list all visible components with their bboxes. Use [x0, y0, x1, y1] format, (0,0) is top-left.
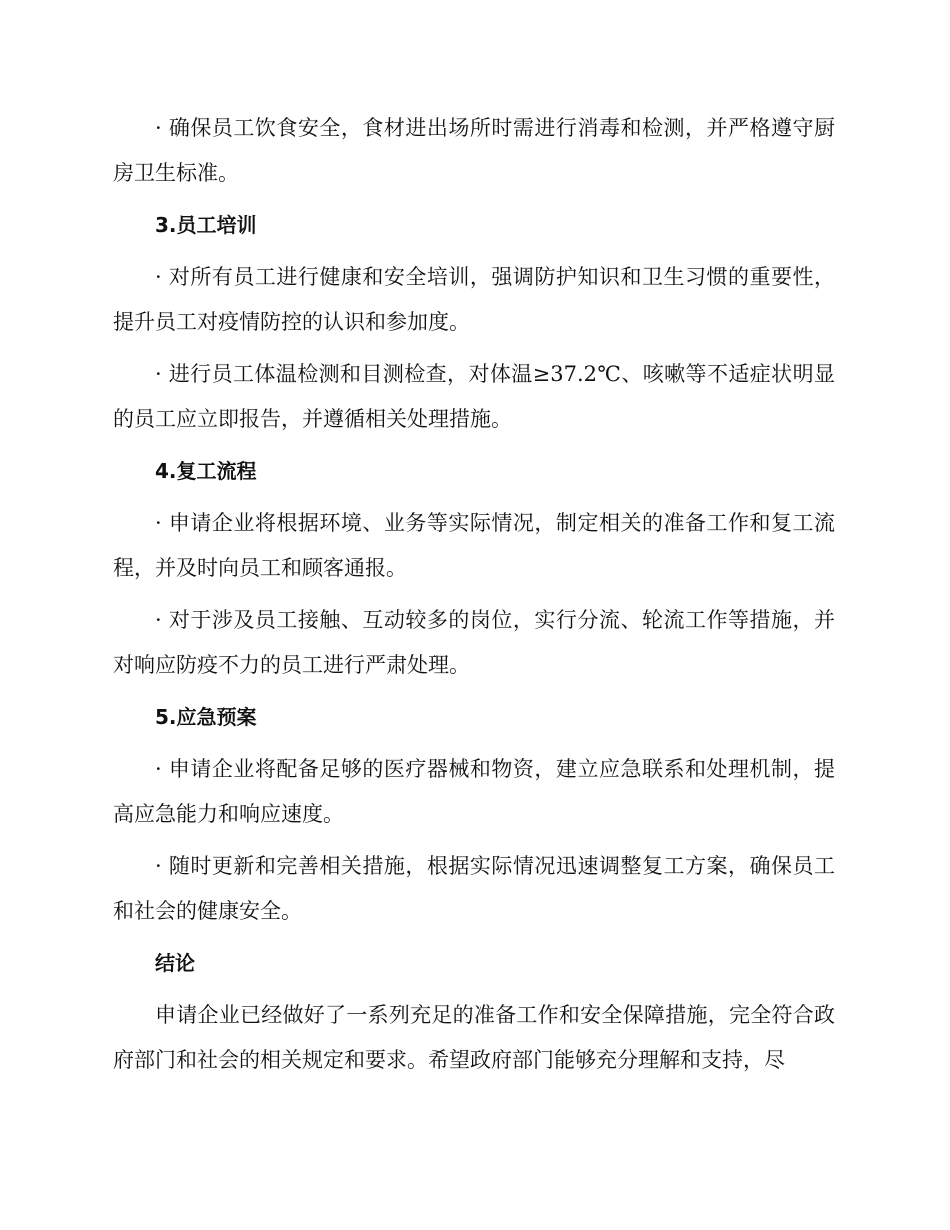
paragraph-medical-supplies: · 申请企业将配备足够的医疗器械和物资，建立应急联系和处理机制，提高应急能力和响应速度。	[113, 757, 835, 826]
paragraph-temperature-check: · 进行员工体温检测和目测检查，对体温≥37.2℃、咳嗽等不适症状明显的员工应立即报告，并遵循相关处理措施。	[113, 362, 835, 431]
paragraph-rotation: · 对于涉及员工接触、互动较多的岗位，实行分流、轮流工作等措施，并对响应防疫不力的员工进行严肃处理。	[113, 608, 835, 677]
paragraph-return-plan: · 申请企业将根据环境、业务等实际情况，制定相关的准备工作和复工流程，并及时向员工和顾客通报。	[113, 511, 835, 580]
paragraph-training: · 对所有员工进行健康和安全培训，强调防护知识和卫生习惯的重要性，提升员工对疫情防控的认识和参加度。	[113, 265, 835, 334]
heading-return-process: 4.复工流程	[155, 459, 257, 483]
paragraph-update-measures: · 随时更新和完善相关措施，根据实际情况迅速调整复工方案，确保员工和社会的健康安全。	[113, 854, 835, 923]
heading-emergency-plan: 5.应急预案	[155, 705, 257, 729]
paragraph-conclusion: 申请企业已经做好了一系列充足的准备工作和安全保障措施，完全符合政府部门和社会的相关规定和要求。希望政府部门能够充分理解和支持，尽	[113, 1003, 835, 1072]
heading-conclusion: 结论	[155, 951, 195, 975]
paragraph-food-safety: · 确保员工饮食安全，食材进出场所时需进行消毒和检测，并严格遵守厨房卫生标准。	[113, 116, 835, 185]
document-body	[113, 106, 835, 1090]
heading-staff-training: 3.员工培训	[155, 213, 257, 237]
